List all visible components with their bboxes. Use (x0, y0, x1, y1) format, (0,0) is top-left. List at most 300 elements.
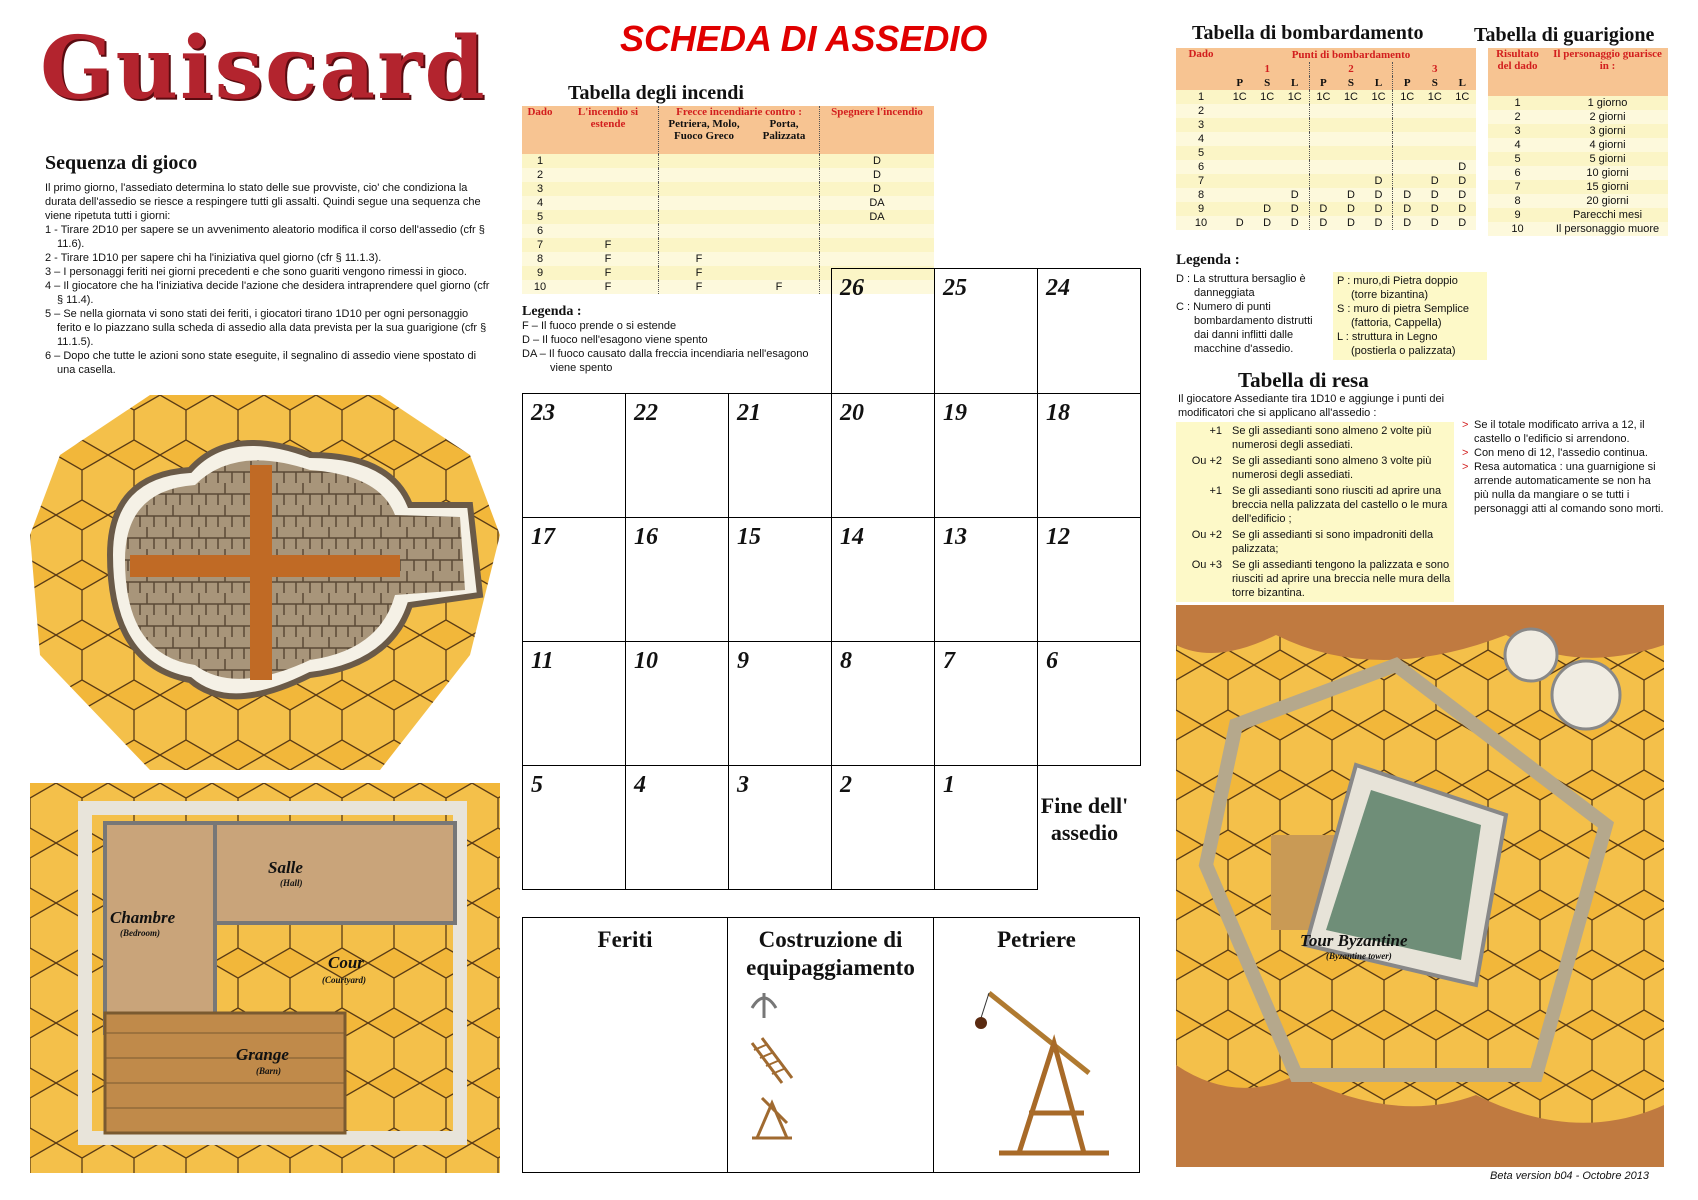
calendar-day-cell[interactable] (728, 393, 832, 518)
calendar-day-cell[interactable] (1037, 517, 1141, 642)
bombard-cell: 10 (1194, 217, 1208, 229)
fire-cell: 2 (536, 169, 544, 181)
calendar-day-cell[interactable] (625, 517, 729, 642)
calendar-day-cell[interactable] (522, 641, 626, 766)
bombard-cell: 7 (1197, 175, 1205, 187)
fire-cell (659, 238, 739, 252)
bombard-cell (1309, 174, 1337, 188)
calendar-day-number: 15 (737, 524, 761, 550)
map-label-tour: Tour Byzantine (1300, 931, 1408, 950)
bombard-cell: 1C (1365, 90, 1393, 104)
fire-row (522, 182, 934, 196)
fire-cell (558, 196, 659, 210)
bombard-cell (1226, 188, 1253, 202)
calendar-day-cell[interactable] (625, 765, 729, 890)
surrender-intro: Il giocatore Assediante tira 1D10 e aggiunge i punti dei modificatori che si applicano all'assedio : (1178, 393, 1445, 419)
tower-map (1176, 605, 1664, 1167)
sequence-step: 6 – Dopo che tutte le azioni sono state eseguite, il segnalino di assedio viene spostato di una casella. (45, 350, 477, 376)
bombard-cell (1449, 118, 1477, 132)
calendar-day-cell[interactable] (934, 641, 1038, 766)
fire-col-frecce (659, 106, 820, 154)
calendar-day-number: 3 (737, 772, 749, 798)
bombard-cell: D (1403, 203, 1412, 215)
bombard-row (1176, 202, 1476, 216)
fire-row (522, 154, 934, 168)
bombard-subcol: L (1365, 76, 1393, 90)
bombard-cell: 1C (1316, 91, 1331, 103)
bombard-cell (1421, 146, 1448, 160)
calendar-day-cell[interactable] (831, 517, 935, 642)
bombard-cell (1365, 160, 1393, 174)
calendar-day-cell[interactable] (522, 765, 626, 890)
heal-cell: 5 giorni (1589, 153, 1626, 165)
fire-cell (659, 154, 739, 168)
calendar-day-cell[interactable] (934, 393, 1038, 518)
surrender-mod-row (1176, 454, 1454, 482)
end-of-siege-label: Fine dell' assedio (1040, 793, 1129, 845)
tower-map-art (1176, 605, 1664, 1167)
calendar-day-number: 25 (943, 275, 967, 301)
result-text: Con meno di 12, l'assedio continua. (1474, 447, 1648, 459)
surrender-mod-row (1176, 484, 1454, 526)
bombard-cell: 9 (1197, 203, 1205, 215)
bombard-cell: D (1319, 203, 1328, 215)
heal-cell: 5 (1514, 153, 1521, 165)
bombard-cell (1421, 160, 1448, 174)
bombard-cell: D (1281, 216, 1309, 230)
castle-map-art (30, 783, 500, 1173)
bombard-cell: D (1365, 174, 1393, 188)
sequence-step: 3 – I personaggi feriti nei giorni precedenti e che sono guariti vengono rimessi in gioco. (45, 266, 467, 278)
bombard-cell (1309, 132, 1337, 146)
fire-row (522, 196, 934, 210)
feriti-box[interactable] (522, 917, 728, 1173)
heal-cell: Il personaggio muore (1555, 223, 1660, 235)
calendar-day-number: 14 (840, 524, 864, 550)
bombard-cell: D (1430, 203, 1439, 215)
surrender-results (1462, 418, 1664, 516)
fire-row (522, 210, 934, 224)
calendar-day-cell[interactable] (831, 641, 935, 766)
bombard-legend-title: Legenda : (1176, 252, 1240, 268)
calendar-day-number: 19 (943, 400, 967, 426)
bombard-cell (1226, 146, 1253, 160)
bombard-cell (1253, 174, 1280, 188)
page-title: SCHEDA DI ASSEDIO (620, 18, 988, 59)
petriere-box[interactable] (933, 917, 1140, 1173)
bombard-row (1176, 160, 1476, 174)
calendar-day-cell[interactable] (831, 765, 935, 890)
bombard-cell: 6 (1197, 161, 1205, 173)
fire-cell: 7 (536, 239, 544, 251)
calendar-day-number: 20 (840, 400, 864, 426)
mod-text: Se gli assedianti sono almeno 3 volte più numerosi degli assediati. (1232, 455, 1432, 481)
heal-cell: 6 (1514, 167, 1521, 179)
chapel-map (30, 395, 500, 770)
fire-cell: D (873, 183, 881, 195)
calendar-day-cell[interactable] (522, 517, 626, 642)
trebuchet-icon (959, 963, 1119, 1163)
fire-cell (820, 238, 935, 252)
calendar-day-cell[interactable] (1037, 393, 1141, 518)
calendar-day-number: 6 (1046, 648, 1058, 674)
calendar-day-cell[interactable] (625, 393, 729, 518)
heal-cell: 1 giorno (1587, 97, 1628, 109)
bombard-subcol: S (1421, 76, 1448, 90)
heal-row (1488, 194, 1668, 208)
bombard-subcol: P (1393, 76, 1421, 90)
heal-table (1488, 48, 1668, 236)
calendar-day-cell[interactable] (1037, 641, 1141, 766)
heal-cell: Parecchi mesi (1572, 209, 1643, 221)
fire-cell: DA (869, 197, 885, 209)
feriti-title: Feriti (597, 927, 653, 952)
calendar-day-cell[interactable] (934, 517, 1038, 642)
fire-cell (739, 252, 820, 266)
bombard-cell: 1 (1197, 91, 1205, 103)
castle-map (30, 783, 500, 1173)
sequence-step: 4 – Il giocatore che ha l'iniziativa decide l'azione che desidera intraprendere quel giorno (cfr § 11.4). (45, 280, 490, 306)
surrender-mod-row (1176, 424, 1454, 452)
fire-cell (739, 224, 820, 238)
bombard-cell (1281, 160, 1309, 174)
bombard-legend-left (1176, 272, 1326, 356)
sequence-title: Sequenza di gioco (45, 152, 198, 174)
bombard-cell: D (1403, 217, 1412, 229)
fire-cell (739, 168, 820, 182)
bombard-cell: D (1458, 161, 1467, 173)
map-sublabel-barn: (Barn) (256, 1066, 282, 1076)
surrender-result (1462, 460, 1664, 516)
sequence-text (45, 181, 495, 377)
bombard-cell: D (1281, 188, 1309, 202)
mod-text: Se gli assedianti si sono impadroniti della palizzata; (1232, 529, 1434, 555)
bombard-cell: 1C (1427, 91, 1442, 103)
bombard-row (1176, 90, 1476, 104)
fire-legend-title: Legenda : (522, 304, 582, 319)
ladder-icon (752, 1038, 792, 1083)
heal-cell: 15 giorni (1586, 181, 1629, 193)
bombard-cell (1309, 118, 1337, 132)
heal-row (1488, 138, 1668, 152)
bombard-col-dado: Dado (1176, 48, 1226, 76)
bombard-cell (1337, 174, 1364, 188)
calendar-day-number: 13 (943, 524, 967, 550)
bombard-row (1176, 216, 1476, 230)
bombard-cell: 5 (1197, 147, 1205, 159)
bombard-cell (1281, 104, 1309, 118)
calendar-day-cell[interactable] (625, 641, 729, 766)
bombard-cell (1309, 146, 1337, 160)
heal-cell: 7 (1514, 181, 1521, 193)
calendar-day-cell[interactable] (522, 393, 626, 518)
bombard-cell (1281, 132, 1309, 146)
bombard-cell (1253, 118, 1280, 132)
result-text: Resa automatica : una guarnigione si arrende automaticamente se non ha più nulla da mangiare o se tutti i personaggi atti al comando sono morti. (1474, 461, 1664, 515)
calendar-day-cell[interactable] (934, 268, 1038, 394)
bombard-cell: 1C (1455, 91, 1470, 103)
bombard-cell: D (1319, 217, 1328, 229)
bombard-cell: 3 (1197, 119, 1205, 131)
fire-cell: F (695, 267, 703, 279)
bombard-cell: D (1458, 203, 1467, 215)
bombard-cell: 1C (1343, 91, 1358, 103)
bombard-cell: D (1235, 217, 1244, 229)
sequence-step: 5 – Se nella giornata vi sono stati dei feriti, i giocatori tirano 1D10 per ogni personaggio ferito e lo piazzano sulla scheda di assedio alla data prevista per la sua guarigione (cfr § 11.1.5). (45, 308, 487, 348)
bombard-cell: D (1281, 202, 1309, 216)
heal-cell: 4 giorni (1589, 139, 1626, 151)
bombard-subcol: S (1253, 76, 1280, 90)
map-label-grange: Grange (236, 1045, 289, 1064)
mod-text: Se gli assedianti sono almeno 2 volte più numerosi degli assediati. (1232, 425, 1432, 451)
bombard-cell (1281, 118, 1309, 132)
fire-cell: F (739, 280, 820, 294)
heal-row (1488, 222, 1668, 236)
bombard-cell: 1C (1260, 91, 1275, 103)
mod-text: Se gli assedianti tengono la palizzata e sono riusciti ad aprire una breccia nelle mura della torre bizantina. (1232, 559, 1451, 599)
bombard-cell: D (1263, 217, 1272, 229)
bombard-cell (1226, 132, 1253, 146)
bombard-cell (1393, 104, 1421, 118)
bombard-cell (1226, 174, 1253, 188)
bombard-row (1176, 174, 1476, 188)
bombard-cell (1365, 146, 1393, 160)
bombard-cell: D (1263, 203, 1272, 215)
fire-cell (558, 182, 659, 196)
calendar-day-number: 2 (840, 772, 852, 798)
calendar-day-number: 26 (840, 275, 864, 301)
fire-cell: 10 (533, 281, 547, 293)
fire-cell (820, 252, 935, 266)
bombard-cell (1393, 160, 1421, 174)
bombard-cell (1309, 160, 1337, 174)
fire-cell: DA (869, 211, 885, 223)
equipment-icons (742, 988, 812, 1148)
bombard-cell: 8 (1197, 189, 1205, 201)
fire-cell: 6 (536, 225, 544, 237)
calendar-day-number: 9 (737, 648, 749, 674)
map-label-cour: Cour (328, 953, 364, 972)
calendar-day-number: 12 (1046, 524, 1070, 550)
fire-cell: F (558, 280, 659, 294)
bombard-cell (1337, 160, 1364, 174)
heal-cell: 3 (1514, 125, 1521, 137)
calendar-day-number: 11 (531, 648, 554, 674)
bombard-table-title: Tabella di bombardamento (1192, 22, 1424, 44)
legend-s: S : muro di pietra Semplice (fattoria, Cappella) (1337, 303, 1470, 329)
fire-cell: F (558, 252, 659, 266)
heal-col-personaggio: Il personaggio guarisce in : (1547, 48, 1668, 96)
arrow-icon: > (1462, 447, 1469, 459)
heal-cell: 9 (1514, 209, 1521, 221)
calendar-day-cell[interactable] (1037, 268, 1141, 394)
bombard-cell (1337, 118, 1364, 132)
bombard-cell (1253, 104, 1280, 118)
bombard-cell (1281, 174, 1309, 188)
fire-cell: 8 (536, 253, 544, 265)
calendar-day-number: 7 (943, 648, 955, 674)
fire-cell: 5 (536, 211, 544, 223)
bombard-cell: D (1346, 189, 1355, 201)
bombard-cell (1253, 188, 1280, 202)
fire-cell (558, 154, 659, 168)
calendar-day-number: 24 (1046, 275, 1070, 301)
fire-cell (659, 182, 739, 196)
fire-col-incendio: L'incendio si estende (558, 106, 659, 154)
calendar-day-cell[interactable] (728, 517, 832, 642)
bombard-cell: D (1458, 175, 1467, 187)
bombard-group: 3 (1393, 62, 1476, 76)
fire-cell (820, 224, 935, 238)
heal-row (1488, 166, 1668, 180)
calendar-day-number: 21 (737, 400, 761, 426)
fire-cell (659, 196, 739, 210)
calendar-day-number: 17 (531, 524, 555, 550)
surrender-mod-row (1176, 528, 1454, 556)
fire-legend-item: D – Il fuoco nell'esagono viene spento (522, 334, 708, 346)
calendar-day-number: 4 (634, 772, 646, 798)
fire-cell (659, 168, 739, 182)
heal-cell: 10 (1511, 223, 1524, 235)
map-sublabel-courtyard: (Courtyard) (322, 975, 367, 985)
arrow-icon: > (1462, 461, 1469, 473)
calendar-day-number: 10 (634, 648, 658, 674)
bombard-cell: D (1458, 189, 1467, 201)
heal-col-risultato: Risultato del dado (1488, 48, 1547, 96)
sequence-step: 1 - Tirare 2D10 per sapere se un avvenimento aleatorio modifica il corso dell'assedio (cfr § 11.6). (45, 224, 485, 250)
fire-cell (739, 238, 820, 252)
fire-legend-item: F – Il fuoco prende o si estende (522, 320, 677, 332)
chapel-map-art (30, 395, 500, 770)
bombard-row (1176, 146, 1476, 160)
heal-row (1488, 110, 1668, 124)
bombard-cell (1365, 104, 1393, 118)
calendar-day-number: 1 (943, 772, 955, 798)
bombard-subcol: L (1281, 76, 1309, 90)
mod-value: Ou +2 (1191, 455, 1222, 467)
calendar-day-cell[interactable] (728, 765, 832, 890)
map-sublabel-hall: (Hall) (280, 878, 303, 888)
bombard-cell (1253, 132, 1280, 146)
heal-row (1488, 180, 1668, 194)
surrender-mod-row (1176, 558, 1454, 600)
fire-cell: 1 (536, 155, 544, 167)
bombard-cell: 1C (1281, 90, 1309, 104)
map-label-salle: Salle (268, 858, 303, 877)
mod-value: Ou +3 (1191, 559, 1222, 571)
bombard-subcol: P (1226, 76, 1253, 90)
calendar-day-cell[interactable] (831, 393, 935, 518)
legend-p: P : muro,di Pietra doppio (torre bizantina) (1337, 275, 1458, 301)
costruzione-box[interactable] (727, 917, 934, 1173)
footer-version: Beta version b04 - Octobre 2013 (1490, 1170, 1649, 1182)
bombard-cell (1393, 174, 1421, 188)
fire-cell: D (873, 155, 881, 167)
guiscard-logo: Guiscard (40, 18, 487, 119)
mod-value: +1 (1209, 425, 1222, 437)
fire-cell: F (695, 281, 703, 293)
bombard-cell (1253, 146, 1280, 160)
heal-row (1488, 96, 1668, 110)
fire-cell: 4 (536, 197, 544, 209)
surrender-title: Tabella di resa (1238, 368, 1369, 392)
mod-text: Se gli assedianti sono riusciti ad aprire una breccia nella palizzata del castello o le mura dell'edificio ; (1232, 485, 1448, 525)
bombard-cell (1226, 118, 1253, 132)
fire-cell: F (558, 238, 659, 252)
bombard-col-punti: Punti di bombardamento (1226, 48, 1476, 62)
surrender-result (1462, 446, 1664, 460)
bombard-cell (1421, 132, 1448, 146)
bombard-cell (1421, 104, 1448, 118)
bombard-cell: D (1365, 216, 1393, 230)
map-sublabel-bedroom: (Bedroom) (120, 928, 160, 938)
heal-cell: 10 giorni (1586, 167, 1629, 179)
bombard-cell: D (1346, 203, 1355, 215)
heal-cell: 20 giorni (1586, 195, 1629, 207)
bombard-cell (1393, 132, 1421, 146)
bombard-cell (1226, 202, 1253, 216)
bombard-cell: D (1403, 189, 1412, 201)
petriere-title: Petriere (997, 927, 1076, 952)
fire-col-frecce-label: Frecce incendiarie contro : (676, 106, 802, 118)
sequence-intro: Il primo giorno, l'assediato determina lo stato delle sue provviste, cio' che condiziona la durata dell'assedio se riesce a respingere tutti gli assalti. Quindi segue una sequenza che viene ripetuta tutti i giorni: (45, 182, 481, 222)
fire-cell: D (873, 169, 881, 181)
bombard-cell (1393, 146, 1421, 160)
sequence-step: 2 - Tirare 1D10 per sapere chi ha l'iniziativa quel giorno (cfr § 11.1.3). (45, 252, 382, 264)
calendar-day-number: 22 (634, 400, 658, 426)
fire-cell (739, 196, 820, 210)
fire-col-porta: Porta, Palizzata (762, 118, 806, 142)
bombard-cell: D (1430, 175, 1439, 187)
fire-cell (659, 224, 739, 238)
heal-cell: 2 giorni (1589, 111, 1626, 123)
bombard-cell (1449, 104, 1477, 118)
grappling-hook-icon (752, 993, 776, 1018)
bombard-cell: D (1346, 217, 1355, 229)
bombard-cell (1393, 118, 1421, 132)
heal-cell: 4 (1514, 139, 1521, 151)
fire-cell: F (695, 253, 703, 265)
bombard-cell: D (1365, 202, 1393, 216)
fire-legend-item: DA – Il fuoco causato dalla freccia incendiaria nell'esagono viene spento (522, 348, 809, 374)
fire-col-petriera: Petriera, Molo, Fuoco Greco (668, 118, 740, 142)
fire-row (522, 238, 934, 252)
bombard-subcol: P (1309, 76, 1337, 90)
calendar-day-cell[interactable] (728, 641, 832, 766)
calendar-day-number: 18 (1046, 400, 1070, 426)
fire-row (522, 168, 934, 182)
bombard-group: 2 (1309, 62, 1393, 76)
bombard-cell (1365, 118, 1393, 132)
bombard-row (1176, 132, 1476, 146)
map-sublabel-tower: (Byzantine tower) (1326, 951, 1392, 961)
calendar-day-cell[interactable] (934, 765, 1038, 890)
calendar-day-number: 23 (531, 400, 555, 426)
bombard-cell (1226, 160, 1253, 174)
bombard-table (1176, 48, 1476, 230)
bombard-cell: 4 (1197, 133, 1205, 145)
heal-cell: 2 (1514, 111, 1521, 123)
fire-cell: 3 (536, 183, 544, 195)
calendar-day-cell[interactable] (831, 268, 935, 394)
bombard-legend-right (1333, 272, 1487, 360)
bombard-cell (1337, 104, 1364, 118)
fire-cell (739, 210, 820, 224)
calendar-day-number: 16 (634, 524, 658, 550)
fire-cell (558, 224, 659, 238)
legend-l: L : struttura in Legno (postierla o palizzata) (1337, 331, 1456, 357)
bombard-cell (1365, 132, 1393, 146)
